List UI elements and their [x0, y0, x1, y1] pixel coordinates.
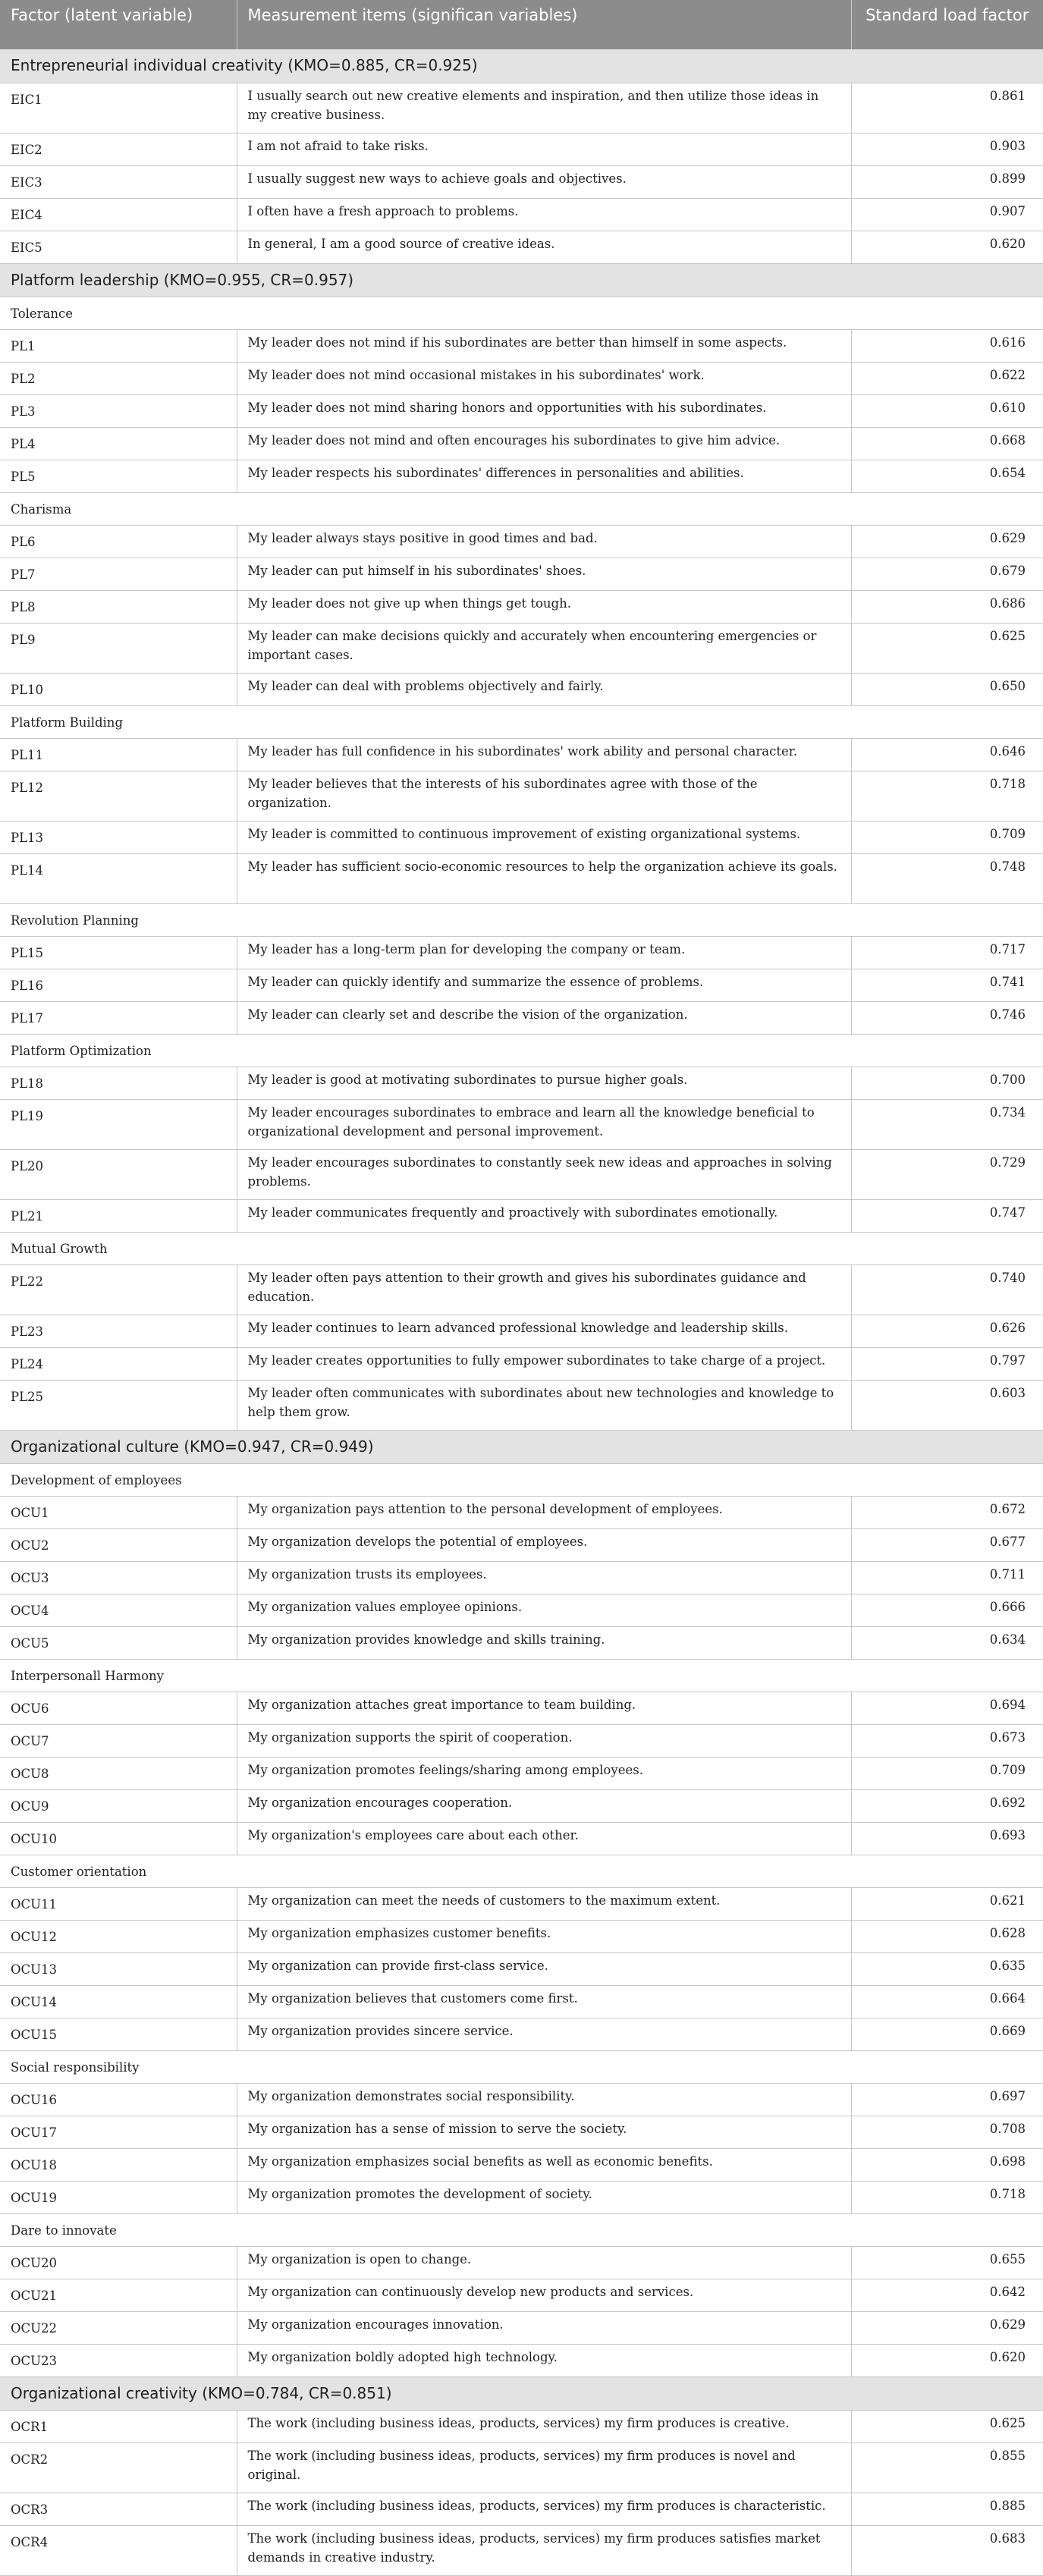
item-text: I usually suggest new ways to achieve goals and objectives.: [237, 165, 851, 198]
table-row: [0, 1626, 1043, 1659]
item-text: My leader does not mind and often encourages his subordinates to give him advice.: [237, 427, 851, 460]
item-code: PL22: [0, 1264, 237, 1315]
item-load-value: 0.655: [851, 2246, 1043, 2279]
item-code: PL13: [0, 821, 237, 853]
section-row: [0, 263, 1043, 297]
item-code: OCU18: [0, 2148, 237, 2181]
item-text: My organization supports the spirit of cooperation.: [237, 1724, 851, 1757]
item-code: OCR3: [0, 2493, 237, 2525]
item-code: PL2: [0, 362, 237, 394]
item-load-value: 0.610: [851, 394, 1043, 427]
item-text: My organization pays attention to the personal development of employees.: [237, 1496, 851, 1528]
item-text: The work (including business ideas, products, services) my firm produces is creative.: [237, 2410, 851, 2442]
item-load-value: 0.740: [851, 1264, 1043, 1315]
item-load-value: 0.746: [851, 1001, 1043, 1034]
item-code: OCU17: [0, 2116, 237, 2148]
subsection-title: Platform Building: [0, 705, 1043, 738]
item-code: OCU22: [0, 2311, 237, 2344]
item-code: PL25: [0, 1380, 237, 1430]
item-load-value: 0.729: [851, 1149, 1043, 1199]
item-code: PL11: [0, 738, 237, 771]
item-text: My organization values employee opinions.: [237, 1594, 851, 1626]
item-text: My organization develops the potential of employees.: [237, 1528, 851, 1561]
item-text: My organization encourages cooperation.: [237, 1789, 851, 1822]
item-code: PL10: [0, 673, 237, 705]
subsection-row: [0, 2213, 1043, 2246]
table-row: [0, 2246, 1043, 2279]
item-code: OCR2: [0, 2442, 237, 2493]
subsection-title: Customer orientation: [0, 1855, 1043, 1887]
item-load-value: 0.741: [851, 969, 1043, 1001]
table-row: [0, 1985, 1043, 2018]
subsection-title: Mutual Growth: [0, 1232, 1043, 1264]
table-row: [0, 329, 1043, 362]
table-row: [0, 1001, 1043, 1034]
item-text: The work (including business ideas, products, services) my firm produces is characteristic.: [237, 2493, 851, 2525]
item-code: EIC4: [0, 198, 237, 231]
item-load-value: 0.697: [851, 2083, 1043, 2116]
item-text: My organization attaches great importance to team building.: [237, 1692, 851, 1724]
item-text: My leader always stays positive in good times and bad.: [237, 525, 851, 558]
item-load-value: 0.700: [851, 1067, 1043, 1099]
table-row: [0, 2442, 1043, 2493]
section-title: Platform leadership (KMO=0.955, CR=0.957): [0, 263, 1043, 297]
item-load-value: 0.673: [851, 1724, 1043, 1757]
table-row: [0, 2410, 1043, 2442]
table-row: [0, 1920, 1043, 1952]
item-text: The work (including business ideas, products, services) my firm produces satisfies market demands in creative industry.: [237, 2525, 851, 2575]
item-load-value: 0.748: [851, 853, 1043, 903]
item-load-value: 0.634: [851, 1626, 1043, 1659]
subsection-title: Interpersonall Harmony: [0, 1659, 1043, 1692]
table-header: [0, 0, 1043, 49]
header-factor: Factor (latent variable): [0, 0, 237, 49]
item-text: My leader has sufficient socio-economic resources to help the organization achieve its goals.: [237, 853, 851, 903]
item-load-value: 0.621: [851, 1887, 1043, 1920]
item-code: PL17: [0, 1001, 237, 1034]
item-text: My leader can make decisions quickly and accurately when encountering emergencies or important cases.: [237, 623, 851, 673]
table-row: [0, 2279, 1043, 2311]
item-code: OCU11: [0, 1887, 237, 1920]
item-load-value: 0.642: [851, 2279, 1043, 2311]
item-load-value: 0.861: [851, 83, 1043, 133]
table-row: [0, 133, 1043, 165]
item-text: My leader has full confidence in his subordinates' work ability and personal character.: [237, 738, 851, 771]
item-load-value: 0.734: [851, 1099, 1043, 1149]
table-row: [0, 1594, 1043, 1626]
item-code: OCR1: [0, 2410, 237, 2442]
item-load-value: 0.717: [851, 936, 1043, 969]
table-row: [0, 1561, 1043, 1594]
table-row: [0, 1264, 1043, 1315]
item-code: PL24: [0, 1347, 237, 1380]
item-code: PL19: [0, 1099, 237, 1149]
subsection-row: [0, 1659, 1043, 1692]
section-title: Organizational creativity (KMO=0.784, CR=0.851): [0, 2377, 1043, 2410]
item-text: My leader often communicates with subordinates about new technologies and knowledge to help them grow.: [237, 1380, 851, 1430]
item-code: OCU8: [0, 1757, 237, 1789]
item-code: OCU16: [0, 2083, 237, 2116]
item-load-value: 0.620: [851, 231, 1043, 263]
item-text: My organization promotes the development of society.: [237, 2181, 851, 2213]
item-code: PL6: [0, 525, 237, 558]
item-load-value: 0.711: [851, 1561, 1043, 1594]
subsection-title: Social responsibility: [0, 2050, 1043, 2083]
item-code: PL20: [0, 1149, 237, 1199]
item-load-value: 0.708: [851, 2116, 1043, 2148]
table-row: [0, 2525, 1043, 2575]
item-load-value: 0.666: [851, 1594, 1043, 1626]
table-row: [0, 1199, 1043, 1232]
subsection-title: Charisma: [0, 492, 1043, 525]
item-text: My leader often pays attention to their growth and gives his subordinates guidance and education.: [237, 1264, 851, 1315]
item-text: My leader respects his subordinates' differences in personalities and abilities.: [237, 460, 851, 492]
table-row: [0, 427, 1043, 460]
item-load-value: 0.907: [851, 198, 1043, 231]
subsection-row: [0, 1855, 1043, 1887]
header-load: Standard load factor: [851, 0, 1043, 49]
table-row: [0, 1789, 1043, 1822]
item-load-value: 0.626: [851, 1315, 1043, 1347]
item-code: OCU20: [0, 2246, 237, 2279]
item-text: My leader does not mind sharing honors and opportunities with his subordinates.: [237, 394, 851, 427]
table-row: [0, 1528, 1043, 1561]
subsection-row: [0, 1034, 1043, 1067]
item-code: PL16: [0, 969, 237, 1001]
item-text: My leader continues to learn advanced professional knowledge and leadership skills.: [237, 1315, 851, 1347]
table-row: [0, 394, 1043, 427]
item-code: PL4: [0, 427, 237, 460]
item-load-value: 0.603: [851, 1380, 1043, 1430]
table-row: [0, 558, 1043, 590]
table-row: [0, 821, 1043, 853]
item-load-value: 0.693: [851, 1822, 1043, 1855]
item-code: OCU13: [0, 1952, 237, 1985]
item-load-value: 0.625: [851, 2410, 1043, 2442]
table-row: [0, 165, 1043, 198]
item-load-value: 0.668: [851, 427, 1043, 460]
item-code: OCU1: [0, 1496, 237, 1528]
item-load-value: 0.672: [851, 1496, 1043, 1528]
item-text: My organization boldly adopted high technology.: [237, 2344, 851, 2377]
table-row: [0, 2344, 1043, 2377]
item-code: OCU4: [0, 1594, 237, 1626]
table-row: [0, 969, 1043, 1001]
item-load-value: 0.616: [851, 329, 1043, 362]
item-load-value: 0.885: [851, 2493, 1043, 2525]
item-code: PL18: [0, 1067, 237, 1099]
item-load-value: 0.683: [851, 2525, 1043, 2575]
subsection-title: Platform Optimization: [0, 1034, 1043, 1067]
header-items: Measurement items (significan variables): [237, 0, 851, 49]
item-text: My leader can deal with problems objectively and fairly.: [237, 673, 851, 705]
section-row: [0, 49, 1043, 83]
item-code: PL21: [0, 1199, 237, 1232]
item-text: My organization provides sincere service.: [237, 2018, 851, 2050]
table-row: [0, 1347, 1043, 1380]
item-code: OCU12: [0, 1920, 237, 1952]
item-text: My organization provides knowledge and skills training.: [237, 1626, 851, 1659]
item-code: OCU10: [0, 1822, 237, 1855]
item-load-value: 0.903: [851, 133, 1043, 165]
subsection-title: Dare to innovate: [0, 2213, 1043, 2246]
table-row: [0, 1822, 1043, 1855]
item-code: OCU19: [0, 2181, 237, 2213]
item-code: PL1: [0, 329, 237, 362]
table-row: [0, 83, 1043, 133]
item-load-value: 0.625: [851, 623, 1043, 673]
item-code: EIC2: [0, 133, 237, 165]
item-load-value: 0.718: [851, 2181, 1043, 2213]
item-code: OCU5: [0, 1626, 237, 1659]
item-text: My organization trusts its employees.: [237, 1561, 851, 1594]
subsection-title: Revolution Planning: [0, 903, 1043, 936]
subsection-row: [0, 1463, 1043, 1496]
item-load-value: 0.747: [851, 1199, 1043, 1232]
table-row: [0, 1099, 1043, 1149]
table-row: [0, 460, 1043, 492]
item-load-value: 0.709: [851, 1757, 1043, 1789]
item-text: My organization promotes feelings/sharing among employees.: [237, 1757, 851, 1789]
table-row: [0, 1692, 1043, 1724]
item-text: My leader communicates frequently and proactively with subordinates emotionally.: [237, 1199, 851, 1232]
item-load-value: 0.654: [851, 460, 1043, 492]
table-row: [0, 231, 1043, 263]
table-row: [0, 362, 1043, 394]
item-text: In general, I am a good source of creative ideas.: [237, 231, 851, 263]
item-text: My organization can continuously develop new products and services.: [237, 2279, 851, 2311]
subsection-title: Development of employees: [0, 1463, 1043, 1496]
table-row: [0, 738, 1043, 771]
item-load-value: 0.698: [851, 2148, 1043, 2181]
item-load-value: 0.686: [851, 590, 1043, 623]
item-code: OCU9: [0, 1789, 237, 1822]
item-text: My organization emphasizes social benefits as well as economic benefits.: [237, 2148, 851, 2181]
item-code: EIC5: [0, 231, 237, 263]
item-text: My leader can quickly identify and summarize the essence of problems.: [237, 969, 851, 1001]
table-row: [0, 2311, 1043, 2344]
table-row: [0, 2083, 1043, 2116]
item-code: PL3: [0, 394, 237, 427]
table-row: [0, 2018, 1043, 2050]
subsection-title: Tolerance: [0, 297, 1043, 329]
section-row: [0, 1430, 1043, 1463]
section-row: [0, 2377, 1043, 2410]
item-load-value: 0.635: [851, 1952, 1043, 1985]
table-row: [0, 2148, 1043, 2181]
item-code: OCU21: [0, 2279, 237, 2311]
item-load-value: 0.669: [851, 2018, 1043, 2050]
item-text: My leader does not mind if his subordinates are better than himself in some aspects.: [237, 329, 851, 362]
item-code: PL5: [0, 460, 237, 492]
item-load-value: 0.620: [851, 2344, 1043, 2377]
item-text: My organization demonstrates social responsibility.: [237, 2083, 851, 2116]
table-row: [0, 936, 1043, 969]
item-load-value: 0.679: [851, 558, 1043, 590]
item-text: My leader can clearly set and describe the vision of the organization.: [237, 1001, 851, 1034]
item-code: EIC1: [0, 83, 237, 133]
item-text: I usually search out new creative elements and inspiration, and then utilize those ideas in my creative business.: [237, 83, 851, 133]
item-code: OCU2: [0, 1528, 237, 1561]
item-text: My organization believes that customers come first.: [237, 1985, 851, 2018]
item-text: My organization has a sense of mission to serve the society.: [237, 2116, 851, 2148]
item-load-value: 0.677: [851, 1528, 1043, 1561]
item-text: My leader encourages subordinates to embrace and learn all the knowledge beneficial to organizational development and personal improvement.: [237, 1099, 851, 1149]
item-load-value: 0.718: [851, 771, 1043, 821]
item-text: My leader encourages subordinates to constantly seek new ideas and approaches in solving problems.: [237, 1149, 851, 1199]
item-load-value: 0.629: [851, 525, 1043, 558]
item-code: PL12: [0, 771, 237, 821]
section-title: Entrepreneurial individual creativity (KMO=0.885, CR=0.925): [0, 49, 1043, 83]
table-row: [0, 1380, 1043, 1430]
table-row: [0, 1757, 1043, 1789]
item-text: My leader is committed to continuous improvement of existing organizational systems.: [237, 821, 851, 853]
item-code: PL15: [0, 936, 237, 969]
item-text: My organization's employees care about each other.: [237, 1822, 851, 1855]
item-code: PL14: [0, 853, 237, 903]
section-title: Organizational culture (KMO=0.947, CR=0.949): [0, 1430, 1043, 1463]
table-row: [0, 198, 1043, 231]
item-load-value: 0.797: [851, 1347, 1043, 1380]
table-row: [0, 525, 1043, 558]
item-load-value: 0.629: [851, 2311, 1043, 2344]
item-text: I am not afraid to take risks.: [237, 133, 851, 165]
item-code: OCU14: [0, 1985, 237, 2018]
table-row: [0, 623, 1043, 673]
subsection-row: [0, 297, 1043, 329]
item-text: My leader is good at motivating subordinates to pursue higher goals.: [237, 1067, 851, 1099]
table-row: [0, 1149, 1043, 1199]
item-text: My leader can put himself in his subordinates' shoes.: [237, 558, 851, 590]
item-code: OCU23: [0, 2344, 237, 2377]
table-row: [0, 2493, 1043, 2525]
table-row: [0, 2181, 1043, 2213]
table-row: [0, 590, 1043, 623]
item-load-value: 0.694: [851, 1692, 1043, 1724]
item-code: OCU15: [0, 2018, 237, 2050]
item-load-value: 0.622: [851, 362, 1043, 394]
subsection-row: [0, 492, 1043, 525]
item-load-value: 0.650: [851, 673, 1043, 705]
item-text: My leader does not give up when things get tough.: [237, 590, 851, 623]
item-text: My leader believes that the interests of his subordinates agree with those of the organization.: [237, 771, 851, 821]
subsection-row: [0, 705, 1043, 738]
item-text: My leader does not mind occasional mistakes in his subordinates' work.: [237, 362, 851, 394]
subsection-row: [0, 1232, 1043, 1264]
item-load-value: 0.855: [851, 2442, 1043, 2493]
item-code: OCR4: [0, 2525, 237, 2575]
item-text: My organization can meet the needs of customers to the maximum extent.: [237, 1887, 851, 1920]
table-row: [0, 1067, 1043, 1099]
item-code: PL8: [0, 590, 237, 623]
table-row: [0, 853, 1043, 903]
item-text: My organization emphasizes customer benefits.: [237, 1920, 851, 1952]
item-code: PL7: [0, 558, 237, 590]
item-code: OCU3: [0, 1561, 237, 1594]
item-load-value: 0.709: [851, 821, 1043, 853]
item-load-value: 0.692: [851, 1789, 1043, 1822]
table-row: [0, 673, 1043, 705]
item-text: My leader has a long-term plan for developing the company or team.: [237, 936, 851, 969]
item-code: OCU7: [0, 1724, 237, 1757]
table-row: [0, 1952, 1043, 1985]
table-row: [0, 1724, 1043, 1757]
item-code: OCU6: [0, 1692, 237, 1724]
subsection-row: [0, 2050, 1043, 2083]
item-load-value: 0.899: [851, 165, 1043, 198]
table-row: [0, 1496, 1043, 1528]
table-row: [0, 1887, 1043, 1920]
item-load-value: 0.664: [851, 1985, 1043, 2018]
table-row: [0, 2116, 1043, 2148]
subsection-row: [0, 903, 1043, 936]
item-code: EIC3: [0, 165, 237, 198]
item-text: My leader creates opportunities to fully empower subordinates to take charge of a project.: [237, 1347, 851, 1380]
item-text: My organization encourages innovation.: [237, 2311, 851, 2344]
item-code: PL9: [0, 623, 237, 673]
item-text: My organization can provide first-class service.: [237, 1952, 851, 1985]
item-load-value: 0.646: [851, 738, 1043, 771]
table-row: [0, 771, 1043, 821]
item-code: PL23: [0, 1315, 237, 1347]
item-text: My organization is open to change.: [237, 2246, 851, 2279]
table-body: [0, 49, 1043, 2575]
table-row: [0, 1315, 1043, 1347]
item-load-value: 0.628: [851, 1920, 1043, 1952]
item-text: I often have a fresh approach to problems.: [237, 198, 851, 231]
item-text: The work (including business ideas, products, services) my firm produces is novel and original.: [237, 2442, 851, 2493]
